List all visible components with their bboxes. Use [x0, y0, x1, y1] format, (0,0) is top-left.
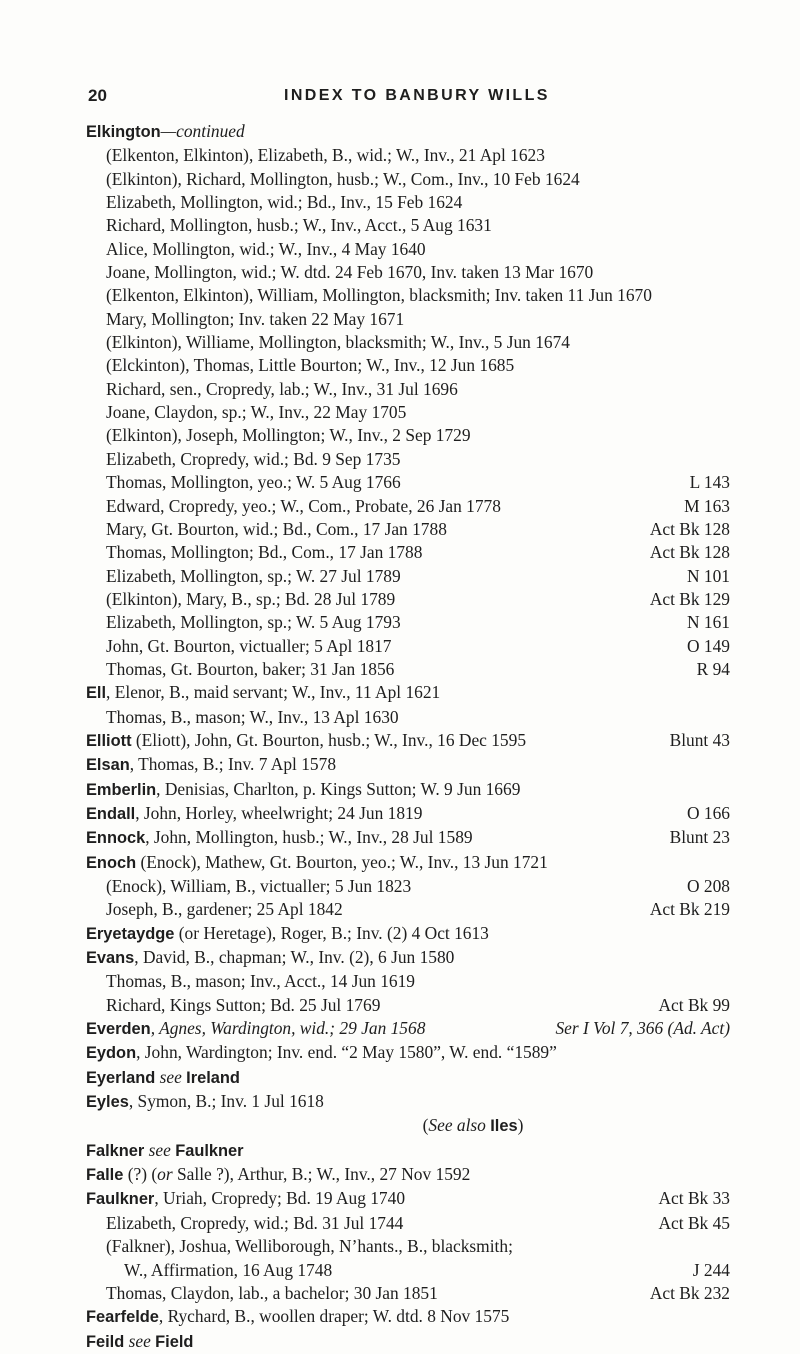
entry-headword: Elliott [86, 731, 132, 750]
entry-headword: Eyerland [86, 1068, 156, 1087]
index-entry [86, 1282, 730, 1305]
entry-reference: O 208 [687, 876, 730, 896]
heading-suffix: —continued [160, 121, 245, 141]
entry-text: W., Affirmation, 16 Aug 1748 [124, 1259, 333, 1280]
index-entry [86, 1235, 730, 1258]
entry-text: Joane, Mollington, wid.; W. dtd. 24 Feb 1670, Inv. taken 13 Mar 1670 [106, 262, 594, 283]
paren-open: ( [422, 1115, 429, 1136]
entry-reference: Blunt 43 [669, 729, 730, 750]
index-entry [86, 588, 730, 611]
entry-reference: R 94 [696, 658, 730, 679]
heading-name: Elkington [86, 123, 161, 141]
entry-text: (?) ( [123, 1164, 158, 1185]
entry-text: (Falkner), Joshua, Welliborough, N’hants., B., blacksmith; [106, 1236, 513, 1257]
index-entry [86, 1212, 730, 1235]
index-entry [86, 168, 730, 191]
entry-reference: N 161 [687, 612, 730, 633]
index-entry [86, 1330, 730, 1354]
entry-text: Elizabeth, Mollington, wid.; Bd., Inv., 15 Feb 1624 [106, 192, 463, 213]
entry-text: Thomas, Gt. Bourton, baker; 31 Jan 1856 [106, 658, 395, 679]
entry-headword: Eryetaydge [86, 924, 175, 943]
see-also-target: Iles [490, 1117, 518, 1136]
entry-text: , John, Horley, wheelwright; 24 Jun 1819 [135, 802, 423, 823]
running-head: INDEX TO BANBURY WILLS [284, 87, 550, 104]
entry-reference: Act Bk 128 [649, 518, 730, 539]
entry-text: (Elkenton, Elkinton), Elizabeth, B., wid.; W., Inv., 21 Apl 1623 [106, 145, 545, 166]
index-entry [86, 1066, 730, 1090]
index-entry [86, 541, 730, 564]
index-entry [86, 354, 730, 377]
entry-text: Elizabeth, Cropredy, wid.; Bd. 9 Sep 1735 [106, 448, 401, 469]
index-entry [86, 378, 730, 401]
entry-text: Alice, Mollington, wid.; W., Inv., 4 May 1640 [106, 238, 426, 259]
entry-headword: Eydon [86, 1044, 137, 1063]
index-entry [86, 448, 730, 471]
index-entry [86, 778, 730, 802]
index-entry [86, 495, 730, 518]
entry-text: Mary, Mollington; Inv. taken 22 May 1671 [106, 308, 405, 329]
index-entry [86, 308, 730, 331]
index-entry [86, 518, 730, 541]
entry-text: , Denisias, Charlton, p. Kings Sutton; W. 9 Jun 1669 [156, 778, 521, 799]
entry-text: Thomas, Claydon, lab., a bachelor; 30 Jan 1851 [106, 1282, 438, 1303]
entry-text: (Elkinton), Williame, Mollington, blacksmith; W., Inv., 5 Jun 1674 [106, 332, 570, 353]
entry-text: , Uriah, Cropredy; Bd. 19 Aug 1740 [154, 1188, 406, 1209]
entry-text: (Elkinton), Mary, B., sp.; Bd. 28 Jul 1789 [106, 588, 396, 609]
entry-text: Richard, sen., Cropredy, lab.; W., Inv., 31 Jul 1696 [106, 378, 458, 399]
index-entry [86, 922, 730, 946]
entry-reference: Act Bk 128 [649, 542, 730, 563]
index-entry [86, 753, 730, 777]
entry-reference: Act Bk 33 [658, 1188, 730, 1209]
entry-reference: Act Bk 99 [658, 994, 730, 1015]
entry-text: Thomas, B., mason; Inv., Acct., 14 Jun 1619 [106, 971, 415, 992]
entry-headword: Emberlin [86, 780, 157, 799]
index-entry [86, 1259, 730, 1282]
section-heading [86, 120, 730, 144]
entry-reference: O 166 [687, 802, 730, 823]
index-entry [86, 284, 730, 307]
entry-text: , Elenor, B., maid servant; W., Inv., 11 Apl 1621 [106, 682, 441, 703]
see-target: Faulkner [175, 1141, 244, 1160]
entry-reference: Ser I Vol 7, 366 (Ad. Act) [555, 1018, 730, 1039]
entry-headword: Fearfelde [86, 1308, 159, 1327]
entry-reference: Blunt 23 [669, 827, 730, 848]
entry-headword: Elsan [86, 756, 130, 775]
entry-text: (or [174, 922, 204, 943]
index-entry [86, 565, 730, 588]
page-number: 20 [88, 86, 107, 105]
entry-text: Thomas, Mollington, yeo.; W. 5 Aug 1766 [106, 472, 401, 493]
entry-text: (Enock), Mathew, Gt. Bourton, yeo.; W., Inv., 13 Jun 1721 [136, 851, 548, 872]
index-entry [86, 826, 730, 850]
entry-text: , Agnes, Wardington, wid.; 29 Jan 1568 [150, 1018, 426, 1039]
entry-reference: M 163 [684, 495, 730, 516]
entry-text: Edward, Cropredy, yeo.; W., Com., Probate, 26 Jan 1778 [106, 495, 501, 516]
entry-text: Richard, Mollington, husb.; W., Inv., Acct., 5 Aug 1631 [106, 215, 492, 236]
see-target: Ireland [186, 1068, 240, 1087]
index-entry [86, 424, 730, 447]
entry-text: , Thomas, B.; Inv. 7 Apl 1578 [129, 754, 337, 775]
entry-headword: Ennock [86, 829, 146, 848]
index-entry [86, 191, 730, 214]
entry-text: Thomas, Mollington; Bd., Com., 17 Jan 1788 [106, 542, 423, 563]
entry-reference: L 143 [689, 472, 730, 493]
entry-text: (Elkinton), Joseph, Mollington; W., Inv., 2 Sep 1729 [106, 425, 471, 446]
index-entry [86, 611, 730, 634]
index-entry [86, 970, 730, 993]
paren-close: ) [517, 1115, 524, 1136]
entry-headword: Evans [86, 949, 135, 968]
index-entry [86, 1163, 730, 1187]
entry-headword: Falkner [86, 1141, 145, 1160]
entry-text: (Eliott), John, Gt. Bourton, husb.; W., Inv., 16 Dec 1595 [131, 729, 527, 750]
entry-text-continued: Heretage), Roger, B.; Inv. (2) 4 Oct 1613 [203, 922, 489, 943]
entry-text: Mary, Gt. Bourton, wid.; Bd., Com., 17 Jan 1788 [106, 518, 447, 539]
index-entry [86, 875, 730, 898]
see-also-note [86, 1114, 730, 1138]
entry-text: , John, Mollington, husb.; W., Inv., 28 Jul 1589 [145, 827, 473, 848]
index-entry [86, 851, 730, 875]
entry-text: Thomas, B., mason; W., Inv., 13 Apl 1630 [106, 706, 399, 727]
index-entry [86, 214, 730, 237]
index-entry [86, 1017, 730, 1041]
entry-reference: O 149 [687, 635, 730, 656]
entry-headword: Feild [86, 1332, 125, 1351]
index-entry [86, 401, 730, 424]
index-entry [86, 238, 730, 261]
page-header [88, 86, 712, 110]
index-content [86, 120, 730, 1354]
index-entry [86, 706, 730, 729]
entry-reference: Act Bk 219 [649, 899, 730, 920]
index-entry [86, 1041, 730, 1065]
see-label: see [124, 1330, 156, 1351]
index-entry [86, 658, 730, 681]
index-entry [86, 802, 730, 826]
entry-reference: J 244 [692, 1259, 730, 1280]
entry-text: , John, Wardington; Inv. end. “2 May 1580”, W. end. “1589” [136, 1042, 557, 1063]
entry-text: Richard, Kings Sutton; Bd. 25 Jul 1769 [106, 994, 381, 1015]
entry-reference: Act Bk 45 [658, 1212, 730, 1233]
entry-text: (Elkenton, Elkinton), William, Mollington, blacksmith; Inv. taken 11 Jun 1670 [106, 285, 652, 306]
entry-text-continued: Salle ?), Arthur, B.; W., Inv., 27 Nov 1592 [172, 1164, 471, 1185]
entry-headword: Enoch [86, 853, 137, 872]
index-entry [86, 681, 730, 705]
entry-text: , Rychard, B., woollen draper; W. dtd. 8 Nov 1575 [158, 1306, 510, 1327]
entry-reference: Act Bk 129 [649, 588, 730, 609]
entry-text: (Elckinton), Thomas, Little Bourton; W., Inv., 12 Jun 1685 [106, 355, 515, 376]
entry-headword: Faulkner [86, 1190, 155, 1209]
index-entry [86, 729, 730, 753]
entry-text: (Enock), William, B., victualler; 5 Jun 1823 [106, 876, 412, 896]
entry-reference: Act Bk 232 [649, 1282, 730, 1303]
index-entry [86, 1139, 730, 1163]
see-label: see [144, 1139, 176, 1160]
index-entry [86, 1305, 730, 1329]
index-entry [86, 898, 730, 921]
index-entry [86, 471, 730, 494]
see-label: see [155, 1066, 187, 1087]
entry-text: Elizabeth, Mollington, sp.; W. 27 Jul 1789 [106, 565, 401, 586]
index-entry [86, 635, 730, 658]
entry-text: (Elkinton), Richard, Mollington, husb.; W., Com., Inv., 10 Feb 1624 [106, 168, 580, 189]
entry-headword: Endall [86, 804, 136, 823]
index-entry [86, 994, 730, 1017]
entry-headword: Falle [86, 1166, 124, 1185]
entry-headword: Eyles [86, 1093, 129, 1112]
entry-text: Elizabeth, Mollington, sp.; W. 5 Aug 1793 [106, 612, 401, 633]
entry-headword: Ell [86, 684, 107, 703]
index-entry [86, 331, 730, 354]
see-also-label: See also [428, 1115, 491, 1136]
index-entry [86, 1090, 730, 1114]
entry-text: , Symon, B.; Inv. 1 Jul 1618 [128, 1091, 324, 1112]
entry-reference: N 101 [687, 565, 730, 586]
entry-text-italic: or [157, 1164, 173, 1185]
entry-text: Elizabeth, Cropredy, wid.; Bd. 31 Jul 1744 [106, 1212, 404, 1233]
entry-text: John, Gt. Bourton, victualler; 5 Apl 1817 [106, 635, 392, 656]
entry-headword: Everden [86, 1020, 151, 1039]
entry-text: Joane, Claydon, sp.; W., Inv., 22 May 1705 [106, 402, 407, 423]
index-entry [86, 1187, 730, 1211]
index-entry [86, 261, 730, 284]
entry-text: , David, B., chapman; W., Inv. (2), 6 Jun 1580 [134, 947, 455, 968]
index-entry [86, 144, 730, 167]
index-entry [86, 946, 730, 970]
entry-text: Joseph, B., gardener; 25 Apl 1842 [106, 899, 343, 920]
see-target: Field [155, 1332, 194, 1351]
